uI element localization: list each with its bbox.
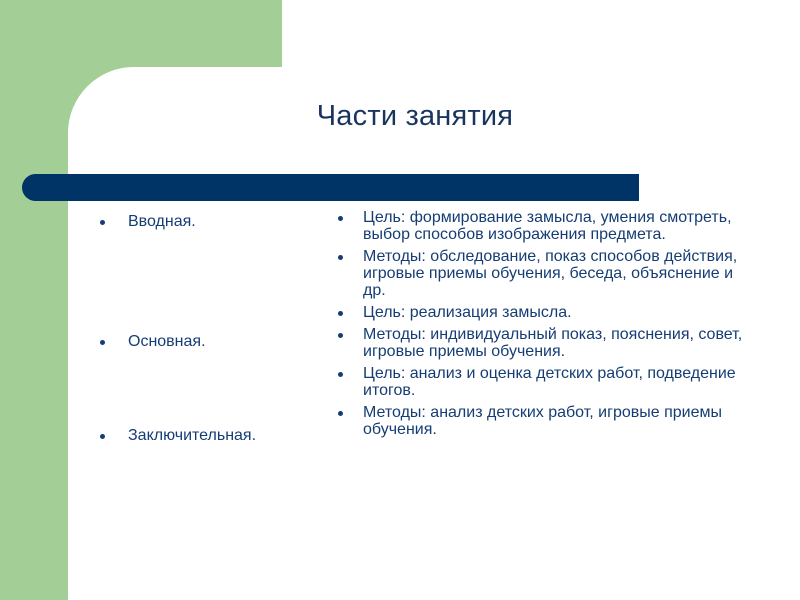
detail-text: Методы: анализ детских работ, игровые приемы обучения. (363, 404, 722, 438)
list-item (335, 209, 755, 243)
bullet-icon (338, 311, 343, 316)
bullet-icon (338, 411, 343, 416)
detail-text: Цель: формирование замысла, умения смотреть, выбор способов изображения предмета. (363, 209, 732, 243)
part-label: Вводная. (128, 213, 196, 230)
list-item (335, 248, 755, 299)
list-item (335, 326, 755, 360)
list-item (335, 404, 755, 438)
part-label: Основная. (128, 333, 206, 350)
part-label: Заключительная. (128, 427, 257, 444)
bullet-icon (100, 220, 105, 225)
detail-text: Методы: обследование, показ способов действия, игровые приемы обучения, беседа, объяснение и др. (363, 248, 738, 299)
slide-title: Части занятия (316, 100, 514, 132)
green-decor-strip (0, 0, 68, 600)
bullet-icon (338, 333, 343, 338)
detail-text: Цель: реализация замысла. (363, 304, 572, 321)
bullet-icon (338, 372, 343, 377)
detail-text: Цель: анализ и оценка детских работ, подведение итогов. (363, 365, 736, 399)
list-item (90, 332, 206, 352)
list-item (335, 304, 755, 321)
list-item (335, 365, 755, 399)
bullet-icon (338, 216, 343, 221)
bullet-icon (100, 340, 105, 345)
detail-text: Методы: индивидуальный показ, пояснения, совет, игровые приемы обучения. (363, 326, 743, 360)
bullet-icon (100, 434, 105, 439)
title-underline-bar (22, 174, 639, 201)
details-list (335, 209, 755, 443)
bullet-icon (338, 255, 343, 260)
list-item (90, 426, 256, 446)
list-item (90, 212, 196, 232)
